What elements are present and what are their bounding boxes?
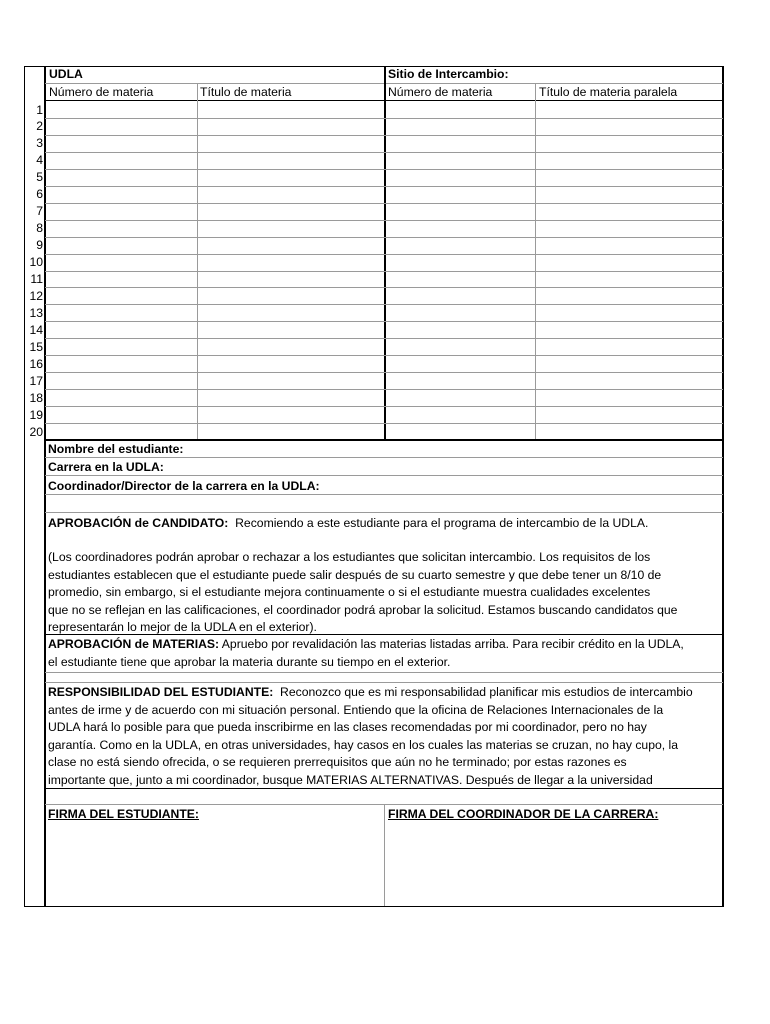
candidate-approval-note — [48, 549, 724, 634]
row-number: 6 — [36, 187, 43, 202]
row-number: 17 — [29, 373, 43, 388]
courses-approval-line1: Apruebo por revalidación las materias listadas arriba. Para recibir crédito en la UDLA, — [221, 637, 684, 651]
udla-numero-cell[interactable] — [46, 321, 197, 337]
responsibility-title: RESPONSIBILIDAD DEL ESTUDIANTE: — [48, 685, 274, 699]
col-titulo-materia-paralela: Título de materia paralela — [539, 85, 678, 99]
exchange-titulo-cell[interactable] — [537, 355, 722, 371]
udla-titulo-cell[interactable] — [199, 287, 384, 303]
row-number: 2 — [36, 119, 43, 134]
exchange-titulo-cell[interactable] — [537, 372, 722, 388]
row-number: 7 — [36, 204, 43, 219]
exchange-titulo-cell[interactable] — [537, 338, 722, 354]
student-responsibility — [48, 684, 724, 788]
exchange-numero-cell[interactable] — [386, 389, 535, 405]
udla-numero-cell[interactable] — [46, 389, 197, 405]
udla-titulo-cell[interactable] — [199, 355, 384, 371]
udla-numero-cell[interactable] — [46, 254, 197, 270]
coordinator-signature-label: FIRMA DEL COORDINADOR DE LA CARRERA: — [388, 807, 659, 821]
exchange-numero-cell[interactable] — [386, 355, 535, 371]
exchange-titulo-cell[interactable] — [537, 203, 722, 219]
exchange-titulo-cell[interactable] — [537, 287, 722, 303]
udla-numero-cell[interactable] — [46, 152, 197, 168]
udla-numero-cell[interactable] — [46, 118, 197, 134]
udla-titulo-cell[interactable] — [199, 186, 384, 202]
exchange-numero-cell[interactable] — [386, 186, 535, 202]
udla-numero-cell[interactable] — [46, 135, 197, 151]
udla-numero-cell[interactable] — [46, 220, 197, 236]
udla-titulo-cell[interactable] — [199, 203, 384, 219]
udla-numero-cell[interactable] — [46, 423, 197, 439]
note-line: promedio, sin embargo, si el estudiante mejora continuamente o si el estudiante muestra cualidades excelentes — [48, 585, 651, 600]
exchange-titulo-cell[interactable] — [537, 321, 722, 337]
row-number: 10 — [29, 255, 43, 270]
exchange-titulo-cell[interactable] — [537, 271, 722, 287]
udla-titulo-cell[interactable] — [199, 423, 384, 439]
udla-titulo-cell[interactable] — [199, 237, 384, 253]
udla-titulo-cell[interactable] — [199, 304, 384, 320]
exchange-titulo-cell[interactable] — [537, 423, 722, 439]
exchange-titulo-cell[interactable] — [537, 304, 722, 320]
col-numero-materia-exchange: Número de materia — [388, 85, 493, 99]
col-numero-materia: Número de materia — [49, 85, 154, 99]
udla-titulo-cell[interactable] — [199, 169, 384, 185]
row-number: 13 — [29, 305, 43, 320]
row-number: 8 — [36, 221, 43, 236]
responsibility-line: antes de irme y de acuerdo con mi situación personal. Entiendo que la oficina de Relaciones Internacionales de la — [48, 702, 664, 717]
udla-numero-cell[interactable] — [46, 101, 197, 117]
exchange-numero-cell[interactable] — [386, 304, 535, 320]
responsibility-line: UDLA hará lo posible para que pueda inscribirme en las clases recomendadas por mi coordinador, pero no hay — [48, 720, 647, 735]
exchange-numero-cell[interactable] — [386, 287, 535, 303]
exchange-titulo-cell[interactable] — [537, 118, 722, 134]
udla-numero-cell[interactable] — [46, 338, 197, 354]
exchange-titulo-cell[interactable] — [537, 152, 722, 168]
exchange-numero-cell[interactable] — [386, 271, 535, 287]
exchange-numero-cell[interactable] — [386, 203, 535, 219]
udla-titulo-cell[interactable] — [199, 220, 384, 236]
exchange-titulo-cell[interactable] — [537, 220, 722, 236]
exchange-numero-cell[interactable] — [386, 372, 535, 388]
udla-titulo-cell[interactable] — [199, 118, 384, 134]
exchange-numero-cell[interactable] — [386, 152, 535, 168]
udla-numero-cell[interactable] — [46, 287, 197, 303]
exchange-titulo-cell[interactable] — [537, 186, 722, 202]
udla-titulo-cell[interactable] — [199, 321, 384, 337]
exchange-titulo-cell[interactable] — [537, 237, 722, 253]
udla-numero-cell[interactable] — [46, 304, 197, 320]
student-name-label: Nombre del estudiante: — [48, 442, 184, 456]
exchange-numero-cell[interactable] — [386, 423, 535, 439]
exchange-titulo-cell[interactable] — [537, 169, 722, 185]
udla-titulo-cell[interactable] — [199, 254, 384, 270]
exchange-numero-cell[interactable] — [386, 135, 535, 151]
udla-titulo-cell[interactable] — [199, 406, 384, 422]
udla-numero-cell[interactable] — [46, 203, 197, 219]
udla-titulo-cell[interactable] — [199, 372, 384, 388]
exchange-titulo-cell[interactable] — [537, 101, 722, 117]
courses-approval — [48, 636, 724, 672]
row-number: 5 — [36, 170, 43, 185]
exchange-numero-cell[interactable] — [386, 338, 535, 354]
candidate-approval-text: Recomiendo a este estudiante para el programa de intercambio de la UDLA. — [235, 516, 649, 530]
udla-titulo-cell[interactable] — [199, 389, 384, 405]
exchange-numero-cell[interactable] — [386, 101, 535, 117]
responsibility-line: clase no está siendo ofrecida, o se requieren prerrequisitos que aún no he terminado; por estas razones es — [48, 755, 627, 770]
note-line: que no se reflejan en las calificaciones, el coordinador podrá aprobar la solicitud. Estamos buscando candidatos que — [48, 602, 678, 617]
col-titulo-materia: Título de materia — [200, 85, 292, 99]
exchange-numero-cell[interactable] — [386, 237, 535, 253]
udla-titulo-cell[interactable] — [199, 152, 384, 168]
udla-titulo-cell[interactable] — [199, 271, 384, 287]
candidate-approval-title: APROBACIÓN de CANDIDATO: — [48, 516, 229, 530]
note-line: (Los coordinadores podrán aprobar o rechazar a los estudiantes que solicitan intercambio. Los requisitos de los — [48, 550, 651, 564]
candidate-approval — [48, 516, 648, 530]
udla-numero-cell[interactable] — [46, 237, 197, 253]
student-career-label: Carrera en la UDLA: — [48, 460, 164, 474]
udla-numero-cell[interactable] — [46, 169, 197, 185]
row-number: 15 — [29, 339, 43, 354]
udla-numero-cell[interactable] — [46, 406, 197, 422]
exchange-numero-cell[interactable] — [386, 321, 535, 337]
student-signature-label: FIRMA DEL ESTUDIANTE: — [48, 807, 199, 821]
row-number: 18 — [29, 390, 43, 405]
row-number: 9 — [36, 238, 43, 253]
exchange-titulo-cell[interactable] — [537, 254, 722, 270]
exchange-titulo-cell[interactable] — [537, 135, 722, 151]
exchange-numero-cell[interactable] — [386, 118, 535, 134]
udla-numero-cell[interactable] — [46, 372, 197, 388]
row-number: 1 — [36, 102, 43, 117]
row-number: 16 — [29, 356, 43, 371]
udla-numero-cell[interactable] — [46, 271, 197, 287]
row-number: 20 — [29, 424, 43, 439]
row-number: 14 — [29, 322, 43, 337]
udla-label: UDLA — [49, 67, 83, 81]
row-number: 4 — [36, 153, 43, 168]
courses-approval-title: APROBACIÓN de MATERIAS: — [48, 637, 220, 651]
udla-numero-cell[interactable] — [46, 186, 197, 202]
exchange-numero-cell[interactable] — [386, 220, 535, 236]
responsibility-line: importante que, junto a mi coordinador, busque MATERIAS ALTERNATIVAS. Después de llegar a la universidad — [48, 772, 653, 787]
student-signature-area[interactable] — [46, 822, 383, 905]
udla-numero-cell[interactable] — [46, 355, 197, 371]
row-number: 3 — [36, 136, 43, 151]
exchange-numero-cell[interactable] — [386, 254, 535, 270]
coordinator-label: Coordinador/Director de la carrera en la UDLA: — [48, 479, 320, 493]
courses-approval-line2: el estudiante tiene que aprobar la materia durante su tiempo en el exterior. — [48, 654, 451, 669]
udla-titulo-cell[interactable] — [199, 135, 384, 151]
exchange-numero-cell[interactable] — [386, 406, 535, 422]
exchange-titulo-cell[interactable] — [537, 406, 722, 422]
exchange-site-label: Sitio de Intercambio: — [388, 67, 509, 81]
udla-titulo-cell[interactable] — [199, 338, 384, 354]
responsibility-first: Reconozco que es mi responsabilidad planificar mis estudios de intercambio — [280, 685, 693, 699]
row-number: 11 — [30, 272, 43, 286]
exchange-numero-cell[interactable] — [386, 169, 535, 185]
note-line: estudiantes establecen que el estudiante puede salir después de su cuarto semestre y que debe tener un 8/10 de — [48, 567, 662, 582]
udla-titulo-cell[interactable] — [199, 101, 384, 117]
row-number: 12 — [29, 288, 43, 303]
coordinator-signature-area[interactable] — [386, 822, 721, 905]
note-line: representarán lo mejor de la UDLA en el exterior). — [48, 620, 317, 634]
row-number: 19 — [29, 407, 43, 422]
exchange-titulo-cell[interactable] — [537, 389, 722, 405]
responsibility-line: garantía. Como en la UDLA, en otras universidades, hay casos en los cuales las materias se cruzan, no hay cupo, la — [48, 737, 679, 752]
